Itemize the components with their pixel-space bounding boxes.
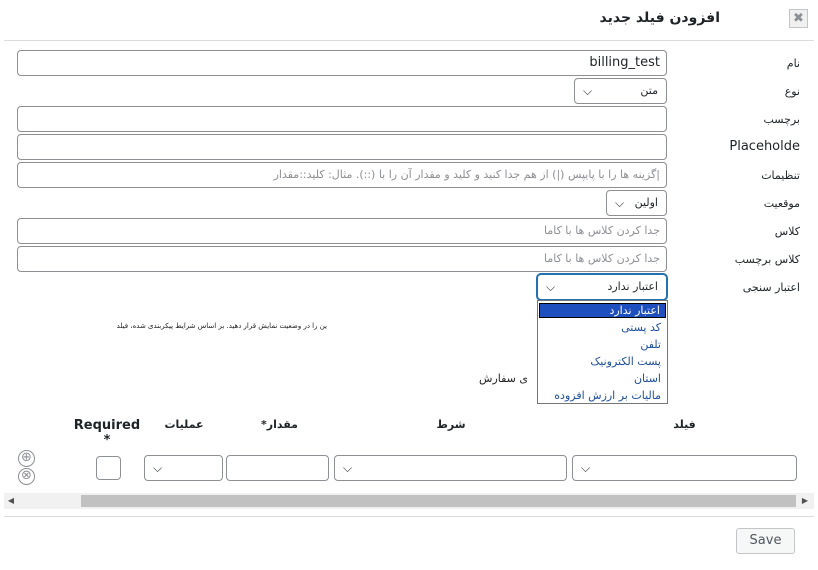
dropdown-option-selected[interactable]	[539, 303, 666, 318]
placeholder-label: Placeholde	[729, 139, 800, 154]
settings-label: تنظیمات	[761, 169, 800, 182]
class-label: کلاس	[774, 225, 800, 238]
chevron-down-icon: ⌵	[343, 461, 353, 475]
tag-label: برچسب	[763, 113, 800, 126]
validation-select[interactable]	[537, 274, 667, 300]
header-divider	[4, 40, 814, 41]
validation-label: اعتبار سنجی	[742, 281, 800, 294]
dropdown-option[interactable]: مالیات بر ارزش افزوده	[554, 389, 661, 402]
type-select[interactable]	[574, 78, 667, 104]
name-label: نام	[786, 57, 800, 70]
required-checkbox[interactable]	[96, 456, 121, 480]
settings-input[interactable]	[17, 162, 667, 188]
scroll-left-icon[interactable]: ◀	[7, 496, 15, 505]
chevron-down-icon: ⌵	[583, 84, 593, 98]
operations-header: عملیات	[164, 418, 204, 431]
condition-header: شرط	[436, 418, 466, 431]
tag-input[interactable]	[17, 106, 667, 132]
validation-dropdown-list	[537, 300, 668, 404]
label-class-placeholder: جدا کردن کلاس ها با کاما	[543, 252, 660, 265]
placeholder-input[interactable]	[17, 134, 667, 160]
footer-divider	[4, 516, 814, 517]
close-button[interactable]	[789, 9, 808, 28]
type-label: نوع	[784, 85, 800, 98]
remove-condition-button[interactable]	[18, 468, 35, 485]
dropdown-option-label: اعتبار ندارد	[609, 304, 660, 317]
scroll-right-icon[interactable]: ▶	[801, 496, 809, 505]
order-text: ی سفارش	[479, 372, 528, 385]
close-icon: ✖	[793, 11, 804, 26]
chevron-down-icon: ⌵	[615, 196, 625, 210]
save-button[interactable]: Save	[736, 528, 795, 554]
settings-placeholder: گزینه ها را با پایپس (|) از هم جدا کنید و کلید و مقدار آن را با (::). مثال: کلید::مقدار|	[273, 168, 660, 181]
chevron-down-icon: ⌵	[546, 280, 556, 294]
label-class-label: کلاس برچسب	[734, 253, 800, 266]
plus-circle-icon: ⊕	[21, 450, 32, 465]
close-circle-icon: ⊗	[21, 468, 32, 483]
position-label: موقعیت	[763, 197, 800, 210]
conditions-note: ین را در وضعیت نمایش قرار دهید. بر اساس شرایط پیکربندی شده، فیلد	[116, 322, 327, 330]
position-select[interactable]	[606, 190, 667, 216]
field-header: فیلد	[673, 418, 696, 431]
required-header: Required *	[73, 418, 141, 448]
validation-select-value: اعتبار ندارد	[607, 280, 658, 293]
class-placeholder: جدا کردن کلاس ها با کاما	[543, 224, 660, 237]
value-header: مقدار*	[261, 418, 298, 431]
dropdown-option[interactable]: کد پستی	[621, 321, 661, 334]
value-input[interactable]	[226, 455, 329, 481]
chevron-down-icon: ⌵	[581, 461, 591, 475]
name-input[interactable]: billing_test	[17, 50, 667, 76]
field-select[interactable]	[572, 455, 797, 481]
add-condition-button[interactable]	[18, 450, 35, 467]
dropdown-option[interactable]: تلفن	[640, 338, 661, 351]
scrollbar-thumb[interactable]	[81, 495, 796, 507]
dropdown-option[interactable]: پست الکترونیک	[590, 355, 661, 368]
chevron-down-icon: ⌵	[153, 461, 163, 475]
class-input[interactable]	[17, 218, 667, 244]
operations-select[interactable]	[144, 455, 223, 481]
type-select-value: متن	[640, 84, 658, 97]
label-class-input[interactable]	[17, 246, 667, 272]
dropdown-option[interactable]: استان	[633, 372, 661, 385]
position-select-value: اولین	[634, 196, 658, 209]
dialog-title: افزودن فیلد جدید	[599, 10, 720, 26]
condition-select[interactable]	[334, 455, 567, 481]
